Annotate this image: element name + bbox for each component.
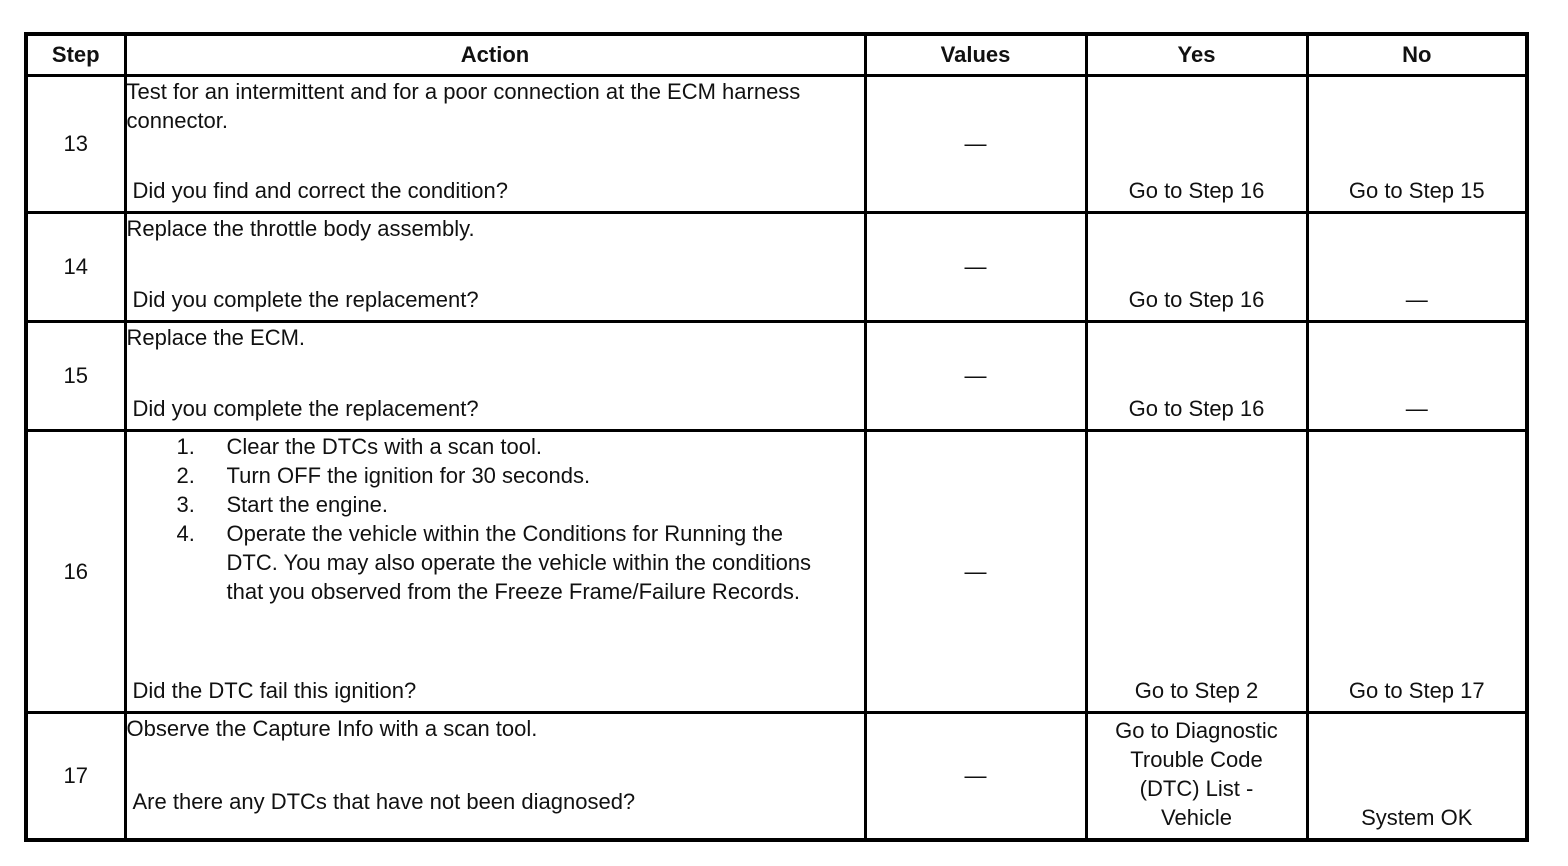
list-number: 3. bbox=[176, 492, 195, 517]
action-cell bbox=[125, 322, 865, 431]
list-item bbox=[176, 519, 827, 606]
no-cell bbox=[1307, 431, 1527, 713]
list-number: 4. bbox=[176, 521, 195, 546]
no-result: — bbox=[1405, 287, 1428, 312]
list-text: Operate the vehicle within the Conditions for Running the DTC. You may also operate the vehicle within the conditions that you observed from the Freeze Frame/Failure Records. bbox=[226, 521, 812, 604]
no-result: — bbox=[1405, 396, 1428, 421]
header-row bbox=[26, 34, 1527, 76]
table-row bbox=[26, 322, 1527, 431]
value-cell: — bbox=[865, 713, 1086, 840]
value-cell: — bbox=[865, 213, 1086, 322]
list-text: Clear the DTCs with a scan tool. bbox=[226, 434, 542, 459]
action-text: Replace the throttle body assembly. bbox=[126, 216, 475, 241]
action-cell bbox=[125, 213, 865, 322]
table-row bbox=[26, 431, 1527, 713]
yes-cell bbox=[1086, 713, 1307, 840]
list-item bbox=[176, 490, 827, 519]
step-number: 13 bbox=[26, 76, 125, 213]
no-result: System OK bbox=[1361, 804, 1473, 830]
action-question: Did you find and correct the condition? bbox=[132, 178, 508, 203]
yes-cell bbox=[1086, 322, 1307, 431]
table-row bbox=[26, 713, 1527, 840]
yes-result: Go to Step 16 bbox=[1128, 178, 1265, 203]
step-number: 15 bbox=[26, 322, 125, 431]
value-cell: — bbox=[865, 322, 1086, 431]
action-text: Test for an intermittent and for a poor connection at the ECM harness connector. bbox=[126, 79, 801, 133]
action-cell bbox=[125, 713, 865, 840]
action-question: Did the DTC fail this ignition? bbox=[132, 678, 417, 703]
header-yes: Yes bbox=[1086, 34, 1307, 76]
no-cell bbox=[1307, 322, 1527, 431]
step-number: 14 bbox=[26, 213, 125, 322]
action-cell bbox=[125, 431, 865, 713]
no-cell bbox=[1307, 213, 1527, 322]
no-cell bbox=[1307, 76, 1527, 213]
table-row bbox=[26, 213, 1527, 322]
yes-cell bbox=[1086, 76, 1307, 213]
action-question: Did you complete the replacement? bbox=[132, 396, 479, 421]
step-number: 16 bbox=[26, 431, 125, 713]
no-result: Go to Step 17 bbox=[1348, 678, 1485, 703]
list-number: 2. bbox=[176, 463, 195, 488]
action-cell bbox=[125, 76, 865, 213]
list-text: Turn OFF the ignition for 30 seconds. bbox=[226, 463, 591, 488]
action-question: Did you complete the replacement? bbox=[132, 287, 479, 312]
header-step: Step bbox=[26, 34, 125, 76]
table-row bbox=[26, 76, 1527, 213]
step-number: 17 bbox=[26, 713, 125, 840]
yes-result: Go to Step 16 bbox=[1128, 396, 1265, 421]
yes-result: Go to Step 16 bbox=[1128, 287, 1265, 312]
diagnostic-table bbox=[24, 32, 1529, 842]
no-cell bbox=[1307, 713, 1527, 840]
header-no: No bbox=[1307, 34, 1527, 76]
list-item bbox=[176, 461, 827, 490]
list-item bbox=[176, 432, 827, 461]
yes-cell bbox=[1086, 213, 1307, 322]
action-text: Replace the ECM. bbox=[126, 325, 306, 350]
action-text: Observe the Capture Info with a scan tool. bbox=[126, 716, 538, 741]
value-cell: — bbox=[865, 431, 1086, 713]
action-list bbox=[127, 432, 827, 606]
header-values: Values bbox=[865, 34, 1086, 76]
no-result: Go to Step 15 bbox=[1348, 178, 1485, 203]
list-number: 1. bbox=[176, 434, 195, 459]
action-question: Are there any DTCs that have not been diagnosed? bbox=[132, 788, 636, 814]
header-action: Action bbox=[125, 34, 865, 76]
yes-result: Go to Diagnostic Trouble Code (DTC) List - Vehicle bbox=[1115, 717, 1278, 830]
value-cell: — bbox=[865, 76, 1086, 213]
yes-result: Go to Step 2 bbox=[1134, 678, 1259, 703]
yes-cell bbox=[1086, 431, 1307, 713]
list-text: Start the engine. bbox=[226, 492, 388, 517]
